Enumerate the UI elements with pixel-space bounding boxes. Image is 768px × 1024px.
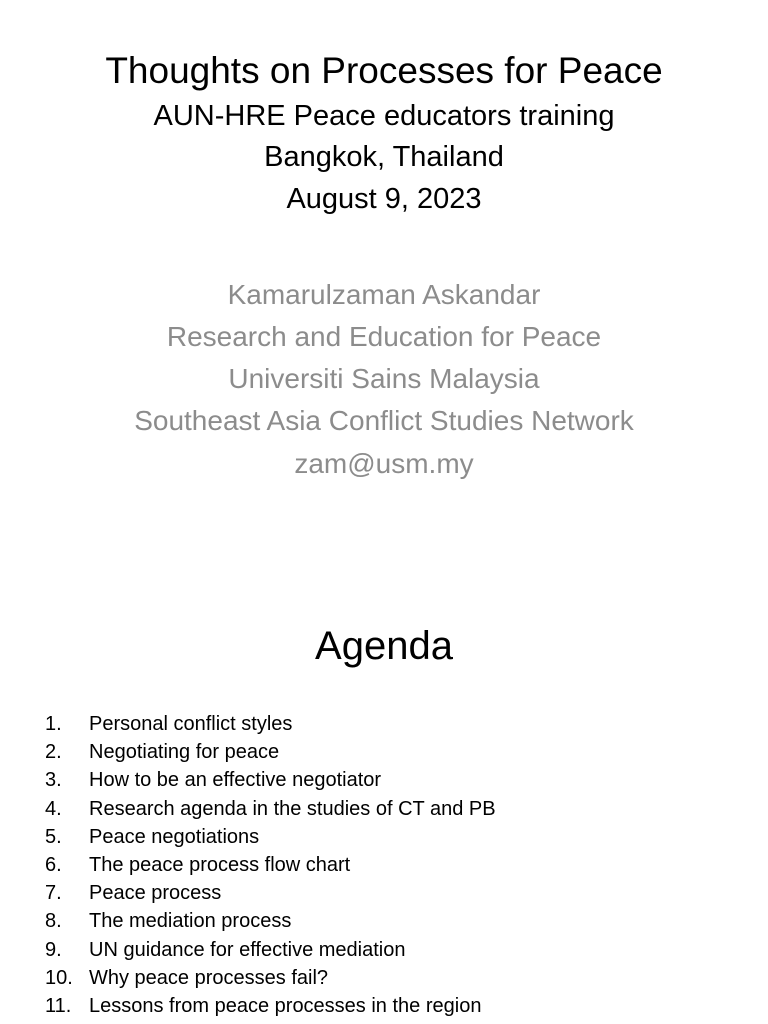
agenda-item-text: Peace process [89, 882, 222, 905]
agenda-list [0, 710, 768, 1020]
agenda-slide [0, 588, 768, 1024]
agenda-item-text: Personal conflict styles [89, 713, 293, 735]
agenda-item-number: 10. [45, 966, 73, 989]
subtitle-location: Bangkok, Thailand [264, 141, 504, 173]
agenda-item-number: 5. [45, 825, 62, 848]
agenda-item-text: Lessons from peace processes in the region [89, 994, 482, 1017]
author-name: Kamarulzaman Askandar [227, 279, 541, 310]
subtitle-date: August 9, 2023 [286, 183, 482, 215]
agenda-item-text: Peace negotiations [89, 825, 260, 848]
agenda-item [0, 795, 768, 823]
agenda-item-number: 8. [45, 910, 62, 933]
agenda-item [0, 879, 768, 907]
agenda-item [0, 738, 768, 766]
agenda-item-text: Negotiating for peace [89, 741, 280, 764]
agenda-item-number: 4. [45, 797, 62, 820]
subtitle-event: AUN-HRE Peace educators training [153, 100, 615, 132]
agenda-item-number: 6. [45, 853, 62, 876]
agenda-item [0, 907, 768, 935]
agenda-item-text: Why peace processes fail? [89, 966, 329, 989]
agenda-item-text: The mediation process [89, 910, 292, 933]
agenda-item-number: 3. [45, 769, 62, 792]
agenda-item [0, 710, 768, 738]
agenda-item-number: 1. [45, 713, 62, 735]
agenda-item-text: The peace process flow chart [89, 853, 351, 876]
agenda-item-number: 11. [45, 994, 72, 1017]
agenda-item [0, 936, 768, 964]
author-affiliation-unit: Research and Education for Peace [166, 321, 602, 352]
agenda-item [0, 992, 768, 1020]
agenda-item-text: How to be an effective negotiator [89, 769, 382, 792]
author-affiliation-network: Southeast Asia Conflict Studies Network [134, 405, 634, 436]
agenda-item-number: 7. [45, 882, 62, 905]
agenda-item [0, 964, 768, 992]
agenda-item-text: UN guidance for effective mediation [89, 938, 406, 961]
slide-title: Thoughts on Processes for Peace [105, 50, 663, 91]
agenda-title: Agenda [315, 624, 453, 668]
agenda-item [0, 823, 768, 851]
agenda-item-number: 2. [45, 741, 62, 764]
agenda-item-number: 9. [45, 938, 62, 961]
agenda-item-text: Research agenda in the studies of CT and PB [89, 797, 496, 820]
author-affiliation-university: Universiti Sains Malaysia [228, 363, 540, 394]
agenda-item [0, 851, 768, 879]
agenda-item [0, 766, 768, 794]
author-email: zam@usm.my [294, 448, 474, 479]
